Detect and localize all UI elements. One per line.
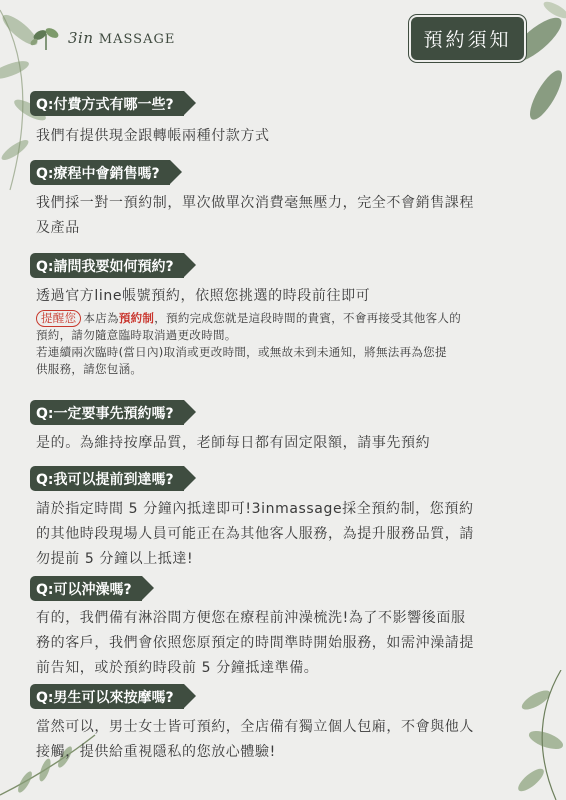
faq-answer-shower [36, 606, 536, 681]
reminder-line: 供服務，請您包涵。 [36, 362, 143, 376]
answer-line: 有的，我們備有淋浴間方便您在療程前沖澡梳洗!為了不影響後面服 [36, 610, 466, 626]
faq-answer-sales [36, 191, 536, 241]
reminder-line: 若連續兩次臨時(當日內)取消或更改時間，或無故未到未通知，將無法再為您提 [36, 345, 447, 359]
faq-answer-advance-booking [36, 431, 536, 456]
answer-line: 及產品 [36, 220, 80, 236]
faq-question-sales: Q:療程中會銷售嗎? [30, 160, 170, 185]
answer-line: 我們有提供現金跟轉帳兩種付款方式 [36, 128, 270, 144]
faq-question-shower: Q:可以沖澡嗎? [30, 576, 142, 601]
reminder-line: 預約，請勿隨意臨時取消過更改時間。 [36, 328, 237, 342]
answer-line: 透過官方line帳號預約，依照您挑選的時段前往即可 [36, 288, 371, 304]
reminder-rest: ，預約完成您就是這段時間的貴賓，不會再接受其他客人的 [154, 311, 462, 325]
answer-line: 勿提前 5 分鐘以上抵達! [36, 551, 194, 567]
reminder-note [36, 310, 540, 378]
answer-line: 請於指定時間 5 分鐘內抵達即可!3inmassage採全預約制，您預約 [36, 501, 474, 517]
faq-answer-payment [36, 124, 536, 149]
answer-line: 務的客戶，我們會依照您原預定的時間準時開始服務，如需沖澡請提 [36, 635, 474, 651]
answer-line: 接觸，提供給重視隱私的您放心體驗! [36, 744, 276, 760]
faq-answer-booking [36, 284, 536, 309]
faq-question-early-arrival: Q:我可以提前到達嗎? [30, 466, 184, 491]
answer-line: 我們採一對一預約制，單次做單次消費毫無壓力，完全不會銷售課程 [36, 195, 474, 211]
brand-logo [30, 26, 175, 50]
faq-question-payment: Q:付費方式有哪一些? [30, 91, 184, 116]
faq-question-male-guests: Q:男生可以來按摩嗎? [30, 684, 184, 709]
faq-question-booking: Q:請問我要如何預約? [30, 253, 184, 278]
reminder-tag: 提醒您 [36, 310, 81, 327]
answer-line: 是的。為維持按摩品質，老師每日都有固定限額，請事先預約 [36, 435, 431, 451]
faq-answer-male-guests [36, 715, 536, 765]
sprout-icon [30, 26, 62, 50]
reminder-pre: 本店為 [83, 311, 119, 325]
faq-answer-early-arrival [36, 497, 536, 572]
answer-line: 當然可以，男士女士皆可預約，全店備有獨立個人包廂，不會與他人 [36, 719, 474, 735]
reminder-line [36, 310, 540, 327]
brand-name: 3in MASSAGE [68, 29, 176, 47]
answer-line: 前告知，或於預約時段前 5 分鐘抵達準備。 [36, 660, 319, 676]
notice-badge: 預約須知 [411, 17, 524, 60]
answer-line: 的其他時段現場人員可能正在為其他客人服務，為提升服務品質，請 [36, 526, 474, 542]
reminder-highlight: 預約制 [118, 311, 155, 325]
faq-question-advance-booking: Q:一定要事先預約嗎? [30, 400, 184, 425]
